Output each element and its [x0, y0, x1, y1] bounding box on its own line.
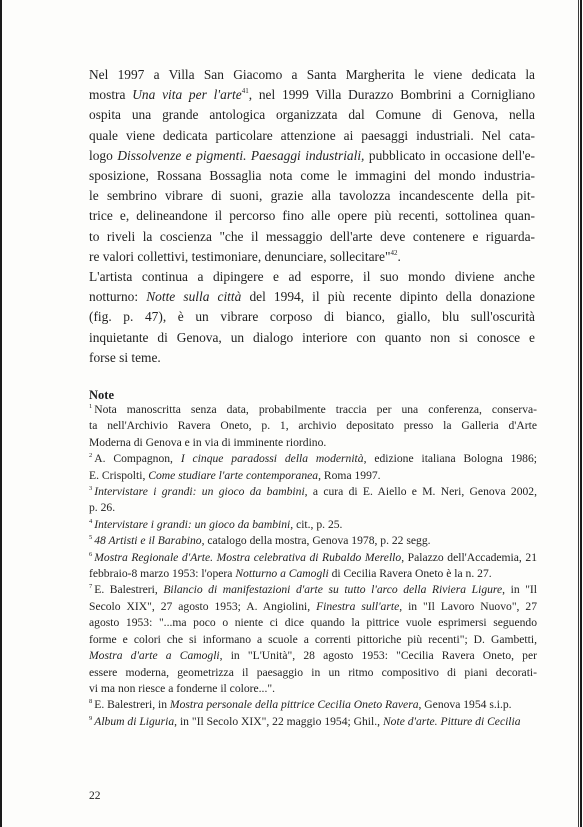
note-italic-title: Mostra personale della pittrice Cecilia Oneto Ravera: [169, 698, 419, 712]
note-number: 2: [89, 452, 93, 460]
main-text: [89, 65, 535, 368]
italic-title: Notte sulla città: [146, 289, 242, 305]
note-line: [89, 418, 537, 434]
note-text: , edizione italiana Bologna 1986;: [363, 452, 537, 466]
note-number: 9: [89, 714, 93, 722]
note-text: , Roma 1997.: [318, 468, 381, 482]
note-text: forme e colori che si informano a scuole a correnti pittoriche più recenti"; D. Gambetti,: [89, 632, 537, 646]
note-line: [89, 451, 537, 467]
note-item: [89, 484, 537, 517]
note-italic-title: I cinque paradossi della modernità: [180, 452, 364, 466]
note-italic-title: 48 Artisti e il Barabino: [94, 534, 202, 548]
note-text: , Genova 1954 s.i.p.: [418, 698, 512, 712]
note-line: [89, 665, 537, 681]
note-text: , cit., p. 25.: [290, 517, 343, 531]
note-text: E. Balestreri, in: [94, 698, 170, 712]
note-line: [89, 648, 537, 664]
text-segment: notturno:: [89, 289, 147, 305]
note-italic-title: Intervistare i grandi: un gioco da bambini: [94, 485, 305, 499]
note-text: di Cecilia Ravera Oneto è la n. 27.: [328, 567, 492, 581]
note-italic-title: Notturno a Camogli: [235, 567, 329, 581]
note-text: E. Crispolti,: [89, 468, 149, 482]
text-segment: pubblicato in occasione dell'e-: [364, 147, 536, 163]
note-line: [89, 714, 537, 730]
note-text: , catalogo della mostra, Genova 1978, p. 22 segg.: [201, 534, 431, 548]
italic-title: Dissolvenze e pigmenti. Paesaggi industriali,: [117, 147, 365, 163]
page-number: 22: [89, 790, 101, 802]
note-item: [89, 697, 537, 713]
note-text: E. Balestreri,: [94, 583, 164, 597]
note-line: [89, 681, 537, 697]
note-text: , Palazzo dell'Accademia, 21: [401, 550, 537, 564]
notes-title: Note: [89, 388, 114, 402]
note-text: essere moderna, geometrizza il paesaggio in un ritmo compositivo di piani decorati-: [89, 665, 537, 679]
note-text: , in "Il Lavoro Nuovo", 27: [399, 599, 537, 613]
note-line: [89, 468, 537, 484]
note-line: [89, 697, 537, 713]
note-italic-title: Come studiare l'arte contemporanea: [148, 468, 319, 482]
note-italic-title: Bilancio di manifestazioni d'arte su tutto l'arco della Riviera Ligure: [163, 583, 503, 597]
note-number: 3: [89, 485, 93, 493]
note-number: 4: [89, 517, 93, 525]
note-italic-title: Album di Liguria: [94, 714, 175, 728]
paragraph-1: [89, 65, 535, 267]
note-text: , in "L'Unità", 28 agosto 1953: "Cecilia Ravera Oneto, per: [219, 649, 537, 663]
note-item: [89, 402, 537, 451]
note-text: A. Compagnon,: [94, 452, 181, 466]
text-line: quale viene dedicata particolare attenzione ai paesaggi industriali. Nel cata-: [89, 127, 535, 143]
page-edge-left: [0, 0, 2, 827]
note-text: ta nell'Archivio Ravera Oneto, p. 1, archivio depositato presso la Galleria d'Arte: [89, 419, 537, 433]
note-text: Nota manoscritta senza data, probabilmente traccia per una conferenza, conserva-: [94, 403, 537, 416]
note-line: [89, 435, 537, 451]
note-text: Secolo XIX", 27 agosto 1953; A. Angiolini,: [89, 599, 317, 613]
note-line: [89, 402, 537, 418]
page-edge-right: [580, 0, 582, 827]
text-line: sposizione, Rossana Bossaglia nota come le immagini del mondo industria-: [89, 168, 535, 184]
note-item: [89, 451, 537, 484]
text-line: trice e, delineandone il percorso fino alle opere più recenti, sottolinea quan-: [89, 208, 535, 224]
note-number: 7: [89, 583, 93, 591]
note-number: 1: [89, 403, 93, 410]
italic-title: Una vita per l'arte: [132, 87, 242, 103]
note-text: p. 26.: [89, 501, 116, 515]
note-item: [89, 533, 537, 549]
note-line: [89, 484, 537, 500]
text-segment: .: [397, 248, 401, 264]
text-line: [89, 146, 535, 166]
text-line: le sembrino vibrare di suoni, grazie alla tavolozza incandescente della pit-: [89, 188, 535, 204]
note-text: , in "Il: [502, 583, 538, 597]
note-number: 6: [89, 550, 93, 558]
note-italic-title: Mostra Regionale d'Arte. Mostra celebrativa di Rubaldo Merello: [94, 550, 402, 564]
text-segment: mostra: [89, 87, 133, 103]
note-line: [89, 599, 537, 615]
note-line: [89, 582, 537, 598]
note-text: febbraio-8 marzo 1953: l'opera: [89, 567, 236, 581]
note-text: vi ma non riesce a fonderne il colore...".: [89, 681, 275, 695]
note-text: , in "Il Secolo XIX", 22 maggio 1954; Ghil.,: [174, 714, 383, 728]
page-edge-right-inner: [578, 0, 579, 827]
text-line: [89, 247, 535, 267]
text-line: [89, 287, 535, 307]
text-segment: del 1994, il più recente dipinto della donazione: [241, 289, 535, 305]
note-item: [89, 550, 537, 583]
text-line: L'artista continua a dipingere e ad esporre, il suo mondo diviene anche: [89, 269, 535, 285]
note-text: Moderna di Genova e in via di imminente riordino.: [89, 435, 327, 449]
text-line: [89, 85, 535, 105]
note-line: [89, 566, 537, 582]
note-line: [89, 615, 537, 631]
text-segment: logo: [89, 147, 118, 163]
note-text: agosto 1953: "...ma poco o niente ci dice quando la pittrice vuole esprimersi seguendo: [89, 616, 537, 630]
note-line: [89, 550, 537, 566]
text-segment: re valori collettivi, testimoniare, denunciare, sollecitare": [89, 248, 391, 264]
note-line: [89, 517, 537, 533]
footnote-ref: 42: [390, 248, 398, 257]
text-line: to riveli la coscienza "che il messaggio dell'arte deve contenere e riguarda-: [89, 228, 535, 244]
note-item: [89, 582, 537, 697]
note-italic-title: Intervistare i grandi: un gioco da bambini: [94, 517, 291, 531]
note-line: [89, 500, 537, 516]
note-number: 5: [89, 534, 93, 542]
note-line: [89, 632, 537, 648]
note-item: [89, 517, 537, 533]
note-number: 8: [89, 698, 93, 706]
note-line: [89, 533, 537, 549]
notes-list: [89, 402, 537, 730]
text-line: ospita una grande antologica organizzata dal Comune di Genova, nella: [89, 107, 535, 123]
paragraph-2: [89, 267, 535, 368]
text-line: Nel 1997 a Villa San Giacomo a Santa Margherita le viene dedicata la: [89, 67, 535, 82]
note-italic-title: Note d'arte. Pitture di Cecilia: [382, 714, 521, 728]
text-line: (fig. p. 47), è un vibrare corposo di bianco, giallo, blu sull'oscurità: [89, 309, 535, 325]
note-text: , a cura di E. Aiello e M. Neri, Genova 2002,: [304, 485, 537, 499]
text-line: inquietante di Genova, un dialogo interiore con quanto non si conosce e: [89, 329, 535, 345]
text-segment: , nel 1999 Villa Durazzo Bombrini a Cornigliano: [248, 87, 536, 103]
footnote-ref: 41: [241, 87, 249, 96]
note-italic-title: Mostra d'arte a Camogli: [89, 649, 220, 663]
note-item: [89, 714, 537, 730]
text-line: forse si teme.: [89, 349, 161, 365]
note-italic-title: Finestra sull'arte: [316, 599, 400, 613]
